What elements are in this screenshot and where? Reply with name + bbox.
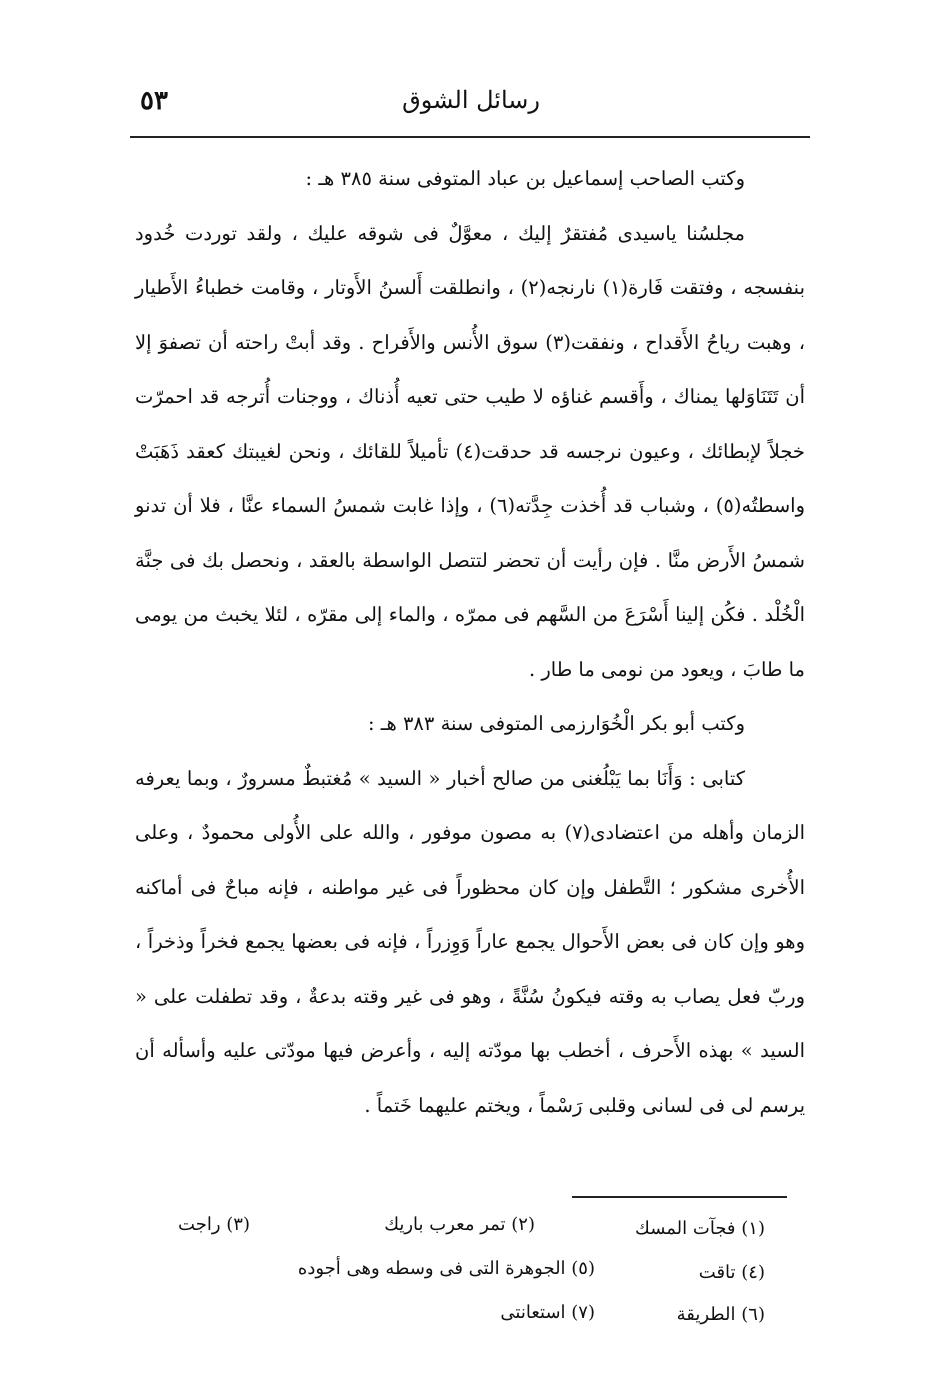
footnote-4: (٤) تاقت — [698, 1262, 765, 1283]
paragraph-intro-khwarizmi: وكتب أبو بكر الْخُوَارزمى المتوفى سنة ٣٨٣ هـ : — [367, 712, 745, 735]
footnote-7: (٧) استعانتى — [500, 1302, 595, 1323]
running-header — [130, 86, 810, 130]
header-divider — [130, 136, 810, 138]
footnotes — [130, 1210, 810, 1340]
paragraph-intro-sahib: وكتب الصاحب إسماعيل بن عباد المتوفى سنة ٣٨٥ هـ : — [305, 167, 745, 190]
page-number: ٥٣ — [140, 86, 168, 116]
footnote-3: (٣) راجت — [178, 1214, 250, 1235]
footnote-6: (٦) الطريقة — [676, 1304, 765, 1325]
main-text — [135, 152, 805, 1133]
paragraph-letter-khwarizmi: كتابى : وَأَنَا بما يَبْلُغنى من صالح أخبار « السيد » مُغتبطٌ مسرورٌ ، وبما يعرفه الزمان وأهله من اعتضادى(٧) به مصون موفور ، والله على الأُولى محمودٌ ، وعلى الأُخرى مشكور ؛ التَّطفل وإن كان محظوراً فى غير مواطنه ، فإنه مباحٌ فى أماكنه وهو وإن كان فى بعض الأَحوال يجمع عاراً وَوِزراً ، فإنه فى بعضها يجمع فخراً وذخراً ، وربّ فعل يصاب به وقته فيكونُ سُنَّةً ، وهو فى غير وقته بدعةٌ ، وقد تطفلت على « السيد » بهذه الأَحرف ، أخطب بها مودّته إليه ، وأعرض فيها مودّتى عليه وأسأله أن يرسم لى فى لسانى وقلبى رَسْماً ، ويختم عليهما خَتماً . — [135, 766, 805, 1117]
running-title: رسائل الشوق — [402, 86, 540, 114]
footnote-1: (١) فجآت المسك — [635, 1218, 765, 1239]
footnote-2: (٢) تمر معرب باريك — [384, 1214, 535, 1235]
footnote-5: (٥) الجوهرة التى فى وسطه وهى أجوده — [297, 1258, 595, 1279]
paragraph-letter-sahib: مجلسُنا ياسيدى مُفتقرٌ إليك ، معوَّلٌ فى شوقه عليك ، ولقد توردت خُدود بنفسجه ، وفتقت فَارة(١) نارنجه(٢) ، وانطلقت أَلسنُ الأَوتار ، وقامت خطباءُ الأَطيار ، وهبت رياحُ الأَقداح ، ونفقت(٣) سوق الأُنس والأَفراح . وقد أبتْ راحته أن تصفوَ إلا أن تَتَنَاوَلها يمناك ، وأَقسم غناؤه لا طيب حتى تعيه أُذناك ، ووجنات أُترجه قد احمرّت خجلاً لإبطائك ، وعيون نرجسه قد حدقت(٤) تأميلاً للقائك ، ونحن لغيبتك كعقد ذَهَبَتْ واسطتُه(٥) ، وشباب قد أُخذت جِدَّته(٦) ، وإذا غابت شمسُ السماء عنَّا ، فلا أن تدنو شمسُ الأَرض منَّا . فإن رأيت أن تحضر لتتصل الواسطة بالعقد ، ونحصل بك فى جنَّة الْخُلْد . فكُن إلينا أَسْرَعَ من السَّهم فى ممرّه ، والماء إلى مقرّه ، لئلا يخبث من يومى ما طابَ ، ويعود من نومى ما طار . — [135, 221, 806, 681]
footnote-divider — [572, 1196, 787, 1198]
